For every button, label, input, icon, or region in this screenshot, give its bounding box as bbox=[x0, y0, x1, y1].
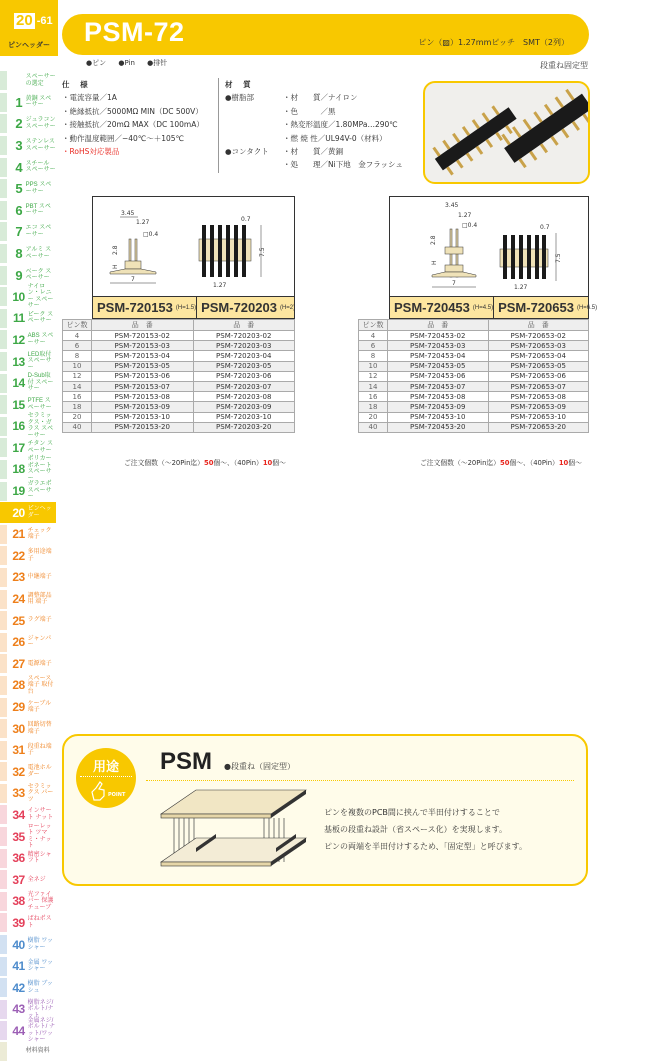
model-header-1 bbox=[92, 296, 295, 319]
page-subtitle: ピン（▨）1.27mmピッチ SMT（2列） bbox=[418, 38, 569, 47]
spec-line: ・電流容量／1A bbox=[62, 93, 117, 103]
model-header-2 bbox=[389, 296, 598, 319]
usage-box bbox=[62, 734, 588, 886]
table-row: 6 PSM-720153-03 PSM-720203-03 bbox=[63, 341, 295, 351]
sidebar-item-43[interactable] bbox=[0, 999, 56, 1021]
sidebar-item-label: 全ネジ bbox=[27, 876, 46, 883]
material-row: ●樹脂部 ・材 質／ナイロン bbox=[225, 93, 358, 103]
sidebar-item-number: 32 bbox=[12, 764, 25, 779]
sidebar-item-number: 33 bbox=[12, 786, 25, 801]
sidebar-item-number: 7 bbox=[15, 224, 23, 240]
table-row: 14 PSM-720453-07 PSM-720653-07 bbox=[359, 381, 589, 391]
sidebar-item-label: 樹脂 ブッシュ bbox=[27, 981, 53, 994]
sidebar-item-12[interactable] bbox=[0, 329, 56, 351]
sidebar-item-label: 調整部品用 端子 bbox=[27, 592, 52, 606]
sidebar-item-number: 15 bbox=[12, 397, 25, 412]
sidebar-item-11[interactable] bbox=[0, 308, 56, 330]
model-name: PSM-720153 (H=1.5) bbox=[93, 297, 197, 318]
sidebar-item-16[interactable] bbox=[0, 413, 56, 439]
product-type: 段重ね固定型 bbox=[540, 61, 588, 70]
sidebar-item-33[interactable] bbox=[0, 783, 56, 805]
sidebar-item-number: 27 bbox=[12, 656, 25, 671]
svg-text:1.27: 1.27 bbox=[458, 212, 472, 219]
svg-text:2.8: 2.8 bbox=[112, 245, 119, 255]
sidebar-item-number: 35 bbox=[12, 829, 25, 844]
table-row: 12 PSM-720153-06 PSM-720203-06 bbox=[63, 371, 295, 381]
page-category: ピンヘッダー bbox=[8, 41, 50, 49]
order-note-1: ご注文個数（〜20Pin迄）50個〜、（40Pin）10個〜 bbox=[124, 459, 286, 467]
sidebar-item-number: 20 bbox=[12, 505, 25, 520]
sidebar-item-label: ジュラコン スペーサー bbox=[25, 117, 56, 130]
sidebar-item-10[interactable] bbox=[0, 283, 56, 310]
sidebar-item-label: 金属ネジ/ボルト/ ナット/ワッシャー bbox=[27, 1017, 56, 1044]
part-number-table-2 bbox=[358, 319, 589, 433]
sidebar-item-7[interactable] bbox=[0, 221, 56, 243]
sidebar-item-18[interactable] bbox=[0, 456, 56, 482]
sidebar-item-1[interactable] bbox=[0, 92, 56, 114]
sidebar-item-5[interactable] bbox=[0, 178, 56, 200]
table-header-row: ピン数 品 番 品 番 bbox=[63, 320, 295, 331]
sidebar-item-number: 10 bbox=[12, 289, 25, 304]
sidebar-item-label: セラミックス・ガラス スペーサー bbox=[27, 413, 54, 439]
tag-list bbox=[86, 58, 177, 68]
sidebar-item-label: 精密シャフト bbox=[27, 851, 52, 865]
sidebar-item-number: 30 bbox=[12, 721, 25, 736]
sidebar-item-36[interactable] bbox=[0, 847, 56, 869]
sidebar-item-19[interactable] bbox=[0, 480, 56, 502]
sidebar-item-number: 16 bbox=[12, 419, 25, 434]
sidebar-item-number: 24 bbox=[12, 592, 25, 607]
sidebar-item-number: 1 bbox=[15, 94, 23, 110]
sidebar-item-number: 44 bbox=[12, 1023, 25, 1038]
svg-text:H: H bbox=[431, 260, 438, 265]
rohs-label: ・RoHS対応製品 bbox=[62, 147, 120, 157]
sidebar-item-number: 34 bbox=[12, 807, 25, 822]
sidebar-item-label: PTFE スペーサー bbox=[27, 398, 52, 411]
sidebar-item-number: 26 bbox=[12, 635, 25, 650]
sidebar-item-28[interactable] bbox=[0, 675, 56, 697]
sidebar-item-number: 41 bbox=[12, 959, 25, 974]
sidebar-item-number: 11 bbox=[12, 311, 25, 326]
sidebar-item-number: 39 bbox=[12, 915, 25, 930]
sidebar-item-label: D-Sub取付 スペーサー bbox=[27, 373, 54, 393]
table-row: 4 PSM-720153-02 PSM-720203-02 bbox=[63, 331, 295, 341]
svg-text:0.7: 0.7 bbox=[540, 224, 550, 231]
sidebar-item-4[interactable] bbox=[0, 156, 56, 178]
table-header-row: ピン数 品 番 品 番 bbox=[359, 320, 589, 331]
table-row: 10 PSM-720153-05 PSM-720203-05 bbox=[63, 361, 295, 371]
sidebar-item-x45[interactable] bbox=[0, 1042, 56, 1062]
table-row: 20 PSM-720453-10 PSM-720653-10 bbox=[359, 412, 589, 422]
sidebar-index bbox=[0, 70, 56, 1062]
sidebar-item-number: 42 bbox=[12, 980, 25, 995]
sidebar-item-31[interactable] bbox=[0, 739, 56, 761]
sidebar-item-34[interactable] bbox=[0, 804, 56, 826]
sidebar-item-number: 40 bbox=[12, 937, 25, 952]
table-row: 16 PSM-720153-08 PSM-720203-08 bbox=[63, 392, 295, 402]
sidebar-item-label: ナイロン・レニー スペーサー bbox=[27, 283, 54, 310]
tag: ●排针 bbox=[147, 59, 168, 67]
table-row: 10 PSM-720453-05 PSM-720653-05 bbox=[359, 361, 589, 371]
sidebar-item-label: アルミ スペーサー bbox=[25, 247, 52, 260]
sidebar-item-label: スペーサー の選定 bbox=[25, 74, 56, 87]
sidebar-item-2[interactable] bbox=[0, 113, 56, 135]
svg-text:H: H bbox=[112, 264, 119, 269]
sidebar-item-label: 中継端子 bbox=[27, 574, 52, 581]
sidebar-item-label: LED取付 スペーサー bbox=[27, 351, 52, 371]
sidebar-item-number: 12 bbox=[12, 332, 25, 347]
sidebar-item-label: ABS スペーサー bbox=[27, 333, 54, 346]
sidebar-item-35[interactable] bbox=[0, 823, 56, 850]
svg-text:1.27: 1.27 bbox=[136, 219, 150, 226]
sidebar-item-label: ジャンパー bbox=[27, 635, 52, 649]
sidebar-item-number: 36 bbox=[12, 851, 25, 866]
sidebar-item-23[interactable] bbox=[0, 567, 56, 589]
model-name: PSM-720453 (H=4.5) bbox=[390, 297, 494, 318]
sidebar-item-number: 13 bbox=[12, 354, 25, 369]
material-heading: 材 質 bbox=[225, 80, 255, 89]
sidebar-item-label: セラミックス パーツ bbox=[27, 783, 54, 803]
svg-text:7.5: 7.5 bbox=[259, 247, 266, 257]
sidebar-item-label: 黄銅 スペーサー bbox=[25, 95, 52, 109]
material-row: ・燃 焼 性／UL94V-0（材料） bbox=[283, 133, 387, 143]
svg-text:1.27: 1.27 bbox=[514, 284, 528, 291]
sidebar-item-number: 37 bbox=[12, 872, 25, 887]
dimension-diagram-2 bbox=[389, 196, 589, 296]
sidebar-item-20[interactable] bbox=[0, 502, 56, 524]
sidebar-item-label: ベーク スペーサー bbox=[25, 268, 52, 282]
sidebar-item-26[interactable] bbox=[0, 631, 56, 653]
usage-description: ピンを複数のPCB間に挟んで半田付けすることで 基板の段重ね設計（省スペース化）を実現します。 ピンの両端を半田付けするため、「固定型」と呼びます。 bbox=[324, 808, 528, 851]
tag: ●ピン bbox=[86, 59, 107, 67]
svg-text:7.5: 7.5 bbox=[555, 253, 562, 263]
sidebar-item-x0[interactable] bbox=[0, 70, 56, 92]
sidebar-item-number: 23 bbox=[12, 570, 25, 585]
sidebar-item-38[interactable] bbox=[0, 891, 56, 913]
spec-line: ・接触抵抗／20mΩ MAX（DC 100mA） bbox=[62, 120, 204, 130]
sidebar-item-32[interactable] bbox=[0, 761, 56, 783]
page-sub: -61 bbox=[36, 15, 53, 27]
table-row: 12 PSM-720453-06 PSM-720653-06 bbox=[359, 371, 589, 381]
sidebar-item-label: エコ スペーサー bbox=[25, 225, 52, 238]
table-row: 40 PSM-720453-20 PSM-720653-20 bbox=[359, 422, 589, 432]
sidebar-item-label: 回路切替 端子 bbox=[27, 722, 52, 735]
sidebar-item-24[interactable] bbox=[0, 588, 56, 610]
sidebar-item-label: ピーク スペーサー bbox=[27, 311, 54, 325]
material-row: ・処 理／Ni下地 金フラッシュ bbox=[283, 160, 403, 170]
sidebar-item-number: 14 bbox=[12, 376, 25, 391]
sidebar-item-8[interactable] bbox=[0, 243, 56, 265]
table-row: 20 PSM-720153-10 PSM-720203-10 bbox=[63, 412, 295, 422]
sidebar-item-label: 樹脂ネジ/ ボルト/ナット bbox=[27, 999, 54, 1019]
sidebar-item-number: 28 bbox=[12, 678, 25, 693]
sidebar-item-label: ローレット ツマミ・ナット bbox=[27, 823, 52, 850]
pointing-hand-icon bbox=[90, 780, 108, 802]
sidebar-item-number: 22 bbox=[12, 548, 25, 563]
sidebar-item-37[interactable] bbox=[0, 869, 56, 891]
sidebar-item-label: ばねポスト bbox=[27, 916, 52, 929]
table-row: 14 PSM-720153-07 PSM-720203-07 bbox=[63, 381, 295, 391]
sidebar-item-14[interactable] bbox=[0, 372, 56, 394]
sidebar-item-number: 3 bbox=[15, 138, 23, 154]
sidebar-item-label: ポリカーボネート スペーサー bbox=[27, 456, 52, 482]
sidebar-item-9[interactable] bbox=[0, 264, 56, 286]
sidebar-item-number: 5 bbox=[15, 181, 23, 197]
spec-heading: 仕 様 bbox=[62, 80, 92, 89]
sidebar-item-number: 43 bbox=[12, 1002, 25, 1017]
sidebar-item-25[interactable] bbox=[0, 610, 56, 632]
sidebar-item-label: 金属 ワッシャー bbox=[27, 959, 54, 973]
sidebar-item-label: チェック端子 bbox=[27, 527, 52, 541]
table-row: 18 PSM-720153-09 PSM-720203-09 bbox=[63, 402, 295, 412]
svg-text:7: 7 bbox=[131, 276, 135, 283]
stacked-pcb-illustration-icon bbox=[156, 786, 311, 878]
sidebar-item-label: 光ファイバー 保護チューブ bbox=[27, 891, 54, 911]
svg-text:2.8: 2.8 bbox=[430, 235, 437, 245]
material-row: ・熱変形温度／1.80MPa…290℃ bbox=[283, 120, 398, 130]
sidebar-item-number: 21 bbox=[12, 527, 25, 542]
svg-text:□0.4: □0.4 bbox=[143, 231, 159, 238]
sidebar-item-label: スペース端子 取付台 bbox=[27, 675, 54, 695]
product-photo bbox=[423, 81, 590, 184]
sidebar-item-label: ケーブル端子 bbox=[27, 700, 52, 714]
sidebar-item-30[interactable] bbox=[0, 718, 56, 740]
svg-text:7: 7 bbox=[452, 280, 456, 287]
sidebar-item-label: ステンレス スペーサー bbox=[25, 139, 56, 152]
side-view-diagram-icon bbox=[390, 197, 590, 297]
usage-badge: 用途 POINT bbox=[76, 748, 136, 808]
spec-line: ・動作温度範囲／−40℃〜＋105℃ bbox=[62, 133, 184, 143]
sidebar-item-39[interactable] bbox=[0, 912, 56, 934]
title-bar bbox=[62, 14, 589, 55]
sidebar-item-number: 18 bbox=[12, 462, 25, 477]
sidebar-item-label: 段重ね端子 bbox=[27, 743, 52, 757]
sidebar-item-6[interactable] bbox=[0, 200, 56, 222]
sidebar-item-label: インサート ナット bbox=[27, 808, 54, 821]
svg-text:3.45: 3.45 bbox=[121, 210, 135, 217]
sidebar-item-3[interactable] bbox=[0, 135, 56, 157]
sidebar-item-27[interactable] bbox=[0, 653, 56, 675]
svg-text:□0.4: □0.4 bbox=[462, 222, 478, 229]
sidebar-item-number: 25 bbox=[12, 613, 25, 628]
order-note-2: ご注文個数（〜20Pin迄）50個〜、（40Pin）10個〜 bbox=[420, 459, 582, 467]
svg-text:1.27: 1.27 bbox=[213, 282, 227, 289]
sidebar-item-label: ラグ端子 bbox=[27, 617, 52, 624]
model-name: PSM-720203 (H=2) bbox=[201, 300, 296, 315]
sidebar-item-number: 19 bbox=[12, 484, 25, 499]
table-row: 4 PSM-720453-02 PSM-720653-02 bbox=[359, 331, 589, 341]
material-row: ●コンタクト ・材 質／黄銅 bbox=[225, 147, 343, 157]
page-number: 20 bbox=[16, 12, 33, 29]
page-title: PSM-72 bbox=[84, 17, 185, 47]
page-tag bbox=[0, 0, 58, 56]
material-block bbox=[218, 78, 403, 173]
table-row: 40 PSM-720153-20 PSM-720203-20 bbox=[63, 422, 295, 432]
sidebar-item-number: 8 bbox=[15, 246, 23, 262]
table-row: 8 PSM-720453-04 PSM-720653-04 bbox=[359, 351, 589, 361]
sidebar-item-label: スチール スペーサー bbox=[25, 160, 56, 174]
usage-title: PSM bbox=[160, 748, 213, 775]
sidebar-item-44[interactable] bbox=[0, 1017, 56, 1044]
sidebar-item-label: ガラエポ スペーサー bbox=[27, 481, 52, 501]
side-view-diagram-icon bbox=[93, 197, 296, 297]
svg-text:0.7: 0.7 bbox=[241, 216, 251, 223]
sidebar-item-label: PPS スペーサー bbox=[25, 182, 52, 195]
sidebar-item-label: 多用途端子 bbox=[27, 549, 52, 562]
usage-subtitle: ●段重ね（固定型） bbox=[224, 762, 295, 771]
model-name: PSM-720653 (H=6.5) bbox=[498, 300, 598, 315]
svg-text:3.45: 3.45 bbox=[445, 202, 459, 209]
sidebar-item-21[interactable] bbox=[0, 523, 56, 545]
pin-header-photo-icon bbox=[425, 83, 590, 184]
sidebar-item-number: 31 bbox=[12, 743, 25, 758]
sidebar-item-number: 9 bbox=[15, 267, 23, 283]
sidebar-item-40[interactable] bbox=[0, 934, 56, 956]
table-row: 16 PSM-720453-08 PSM-720653-08 bbox=[359, 392, 589, 402]
sidebar-item-label: 材料資料 bbox=[25, 1048, 50, 1055]
sidebar-item-number: 6 bbox=[15, 202, 23, 218]
sidebar-item-number: 38 bbox=[12, 894, 25, 909]
sidebar-item-22[interactable] bbox=[0, 545, 56, 567]
sidebar-item-label: 電池ホルダー bbox=[27, 765, 52, 778]
sidebar-item-label: 電源端子 bbox=[27, 660, 52, 667]
sidebar-item-label: 樹脂 ワッシャー bbox=[27, 938, 54, 951]
sidebar-item-29[interactable] bbox=[0, 696, 56, 718]
sidebar-item-13[interactable] bbox=[0, 351, 56, 373]
sidebar-item-number: 29 bbox=[12, 700, 25, 715]
dimension-diagram-1 bbox=[92, 196, 295, 296]
table-row: 8 PSM-720153-04 PSM-720203-04 bbox=[63, 351, 295, 361]
part-number-table-1 bbox=[62, 319, 295, 433]
sidebar-item-number: 2 bbox=[15, 116, 23, 132]
table-row: 6 PSM-720453-03 PSM-720653-03 bbox=[359, 341, 589, 351]
table-row: 18 PSM-720453-09 PSM-720653-09 bbox=[359, 402, 589, 412]
sidebar-item-label: PBT スペーサー bbox=[25, 203, 51, 217]
sidebar-item-number: 17 bbox=[12, 440, 25, 455]
sidebar-item-42[interactable] bbox=[0, 977, 56, 999]
sidebar-item-label: ピンヘッダー bbox=[27, 506, 52, 519]
spec-line: ・絶縁抵抗／5000MΩ MIN（DC 500V） bbox=[62, 106, 203, 116]
spec-block bbox=[62, 78, 204, 158]
sidebar-item-41[interactable] bbox=[0, 955, 56, 977]
material-row: ・色 ／黒 bbox=[283, 106, 336, 116]
sidebar-item-number: 4 bbox=[15, 159, 23, 175]
tag: ●Pin bbox=[118, 59, 135, 67]
sidebar-item-label: チタン スペーサー bbox=[27, 441, 54, 454]
